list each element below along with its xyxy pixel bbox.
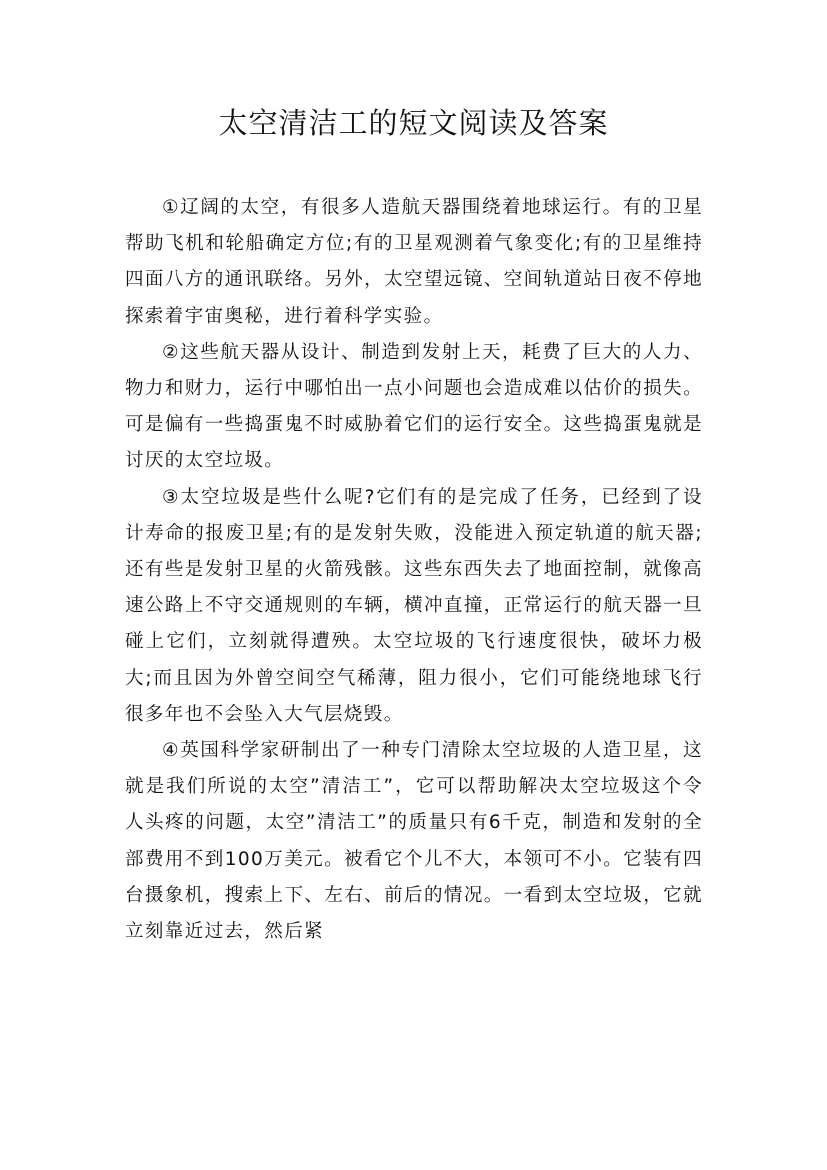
paragraph-4: ④英国科学家研制出了一种专门清除太空垃圾的人造卫星，这就是我们所说的太空”清洁工”，它可以帮助解决太空垃圾这个令人头疼的问题，太空”清洁工”的质量只有6千克，制造和发射的全部费用不到100万美元。被看它个儿不大，本领可不小。它装有四台摄象机，搜索上下、左右、前后的情况。一看到太空垃圾，它就立刻靠近过去，然后紧	[125, 740, 703, 943]
document-body	[125, 190, 703, 950]
paragraph-3: ③太空垃圾是些什么呢?它们有的是完成了任务，已经到了设计寿命的报废卫星;有的是发射失败，没能进入预定轨道的航天器;还有些是发射卫星的火箭残骸。这些东西失去了地面控制，就像高速公路上不守交通规则的车辆，横冲直撞，正常运行的航天器一旦碰上它们，立刻就得遭殃。太空垃圾的飞行速度很快，破坏力极大;而且因为外曾空间空气稀薄，阻力很小，它们可能绕地球飞行很多年也不会坠入大气层烧毁。	[125, 486, 703, 725]
paragraph-2: ②这些航天器从设计、制造到发射上天，耗费了巨大的人力、物力和财力，运行中哪怕出一点小问题也会造成难以估价的损失。可是偏有一些捣蛋鬼不时威胁着它们的运行安全。这些捣蛋鬼就是讨厌的太空垃圾。	[125, 341, 703, 472]
paragraph-1: ①辽阔的太空，有很多人造航天器围绕着地球运行。有的卫星帮助飞机和轮船确定方位;有的卫星观测着气象变化;有的卫星维持四面八方的通讯联络。另外，太空望远镜、空间轨道站日夜不停地探索着宇宙奥秘，进行着科学实验。	[125, 197, 703, 327]
document-title: 太空清洁工的短文阅读及答案	[218, 106, 609, 140]
